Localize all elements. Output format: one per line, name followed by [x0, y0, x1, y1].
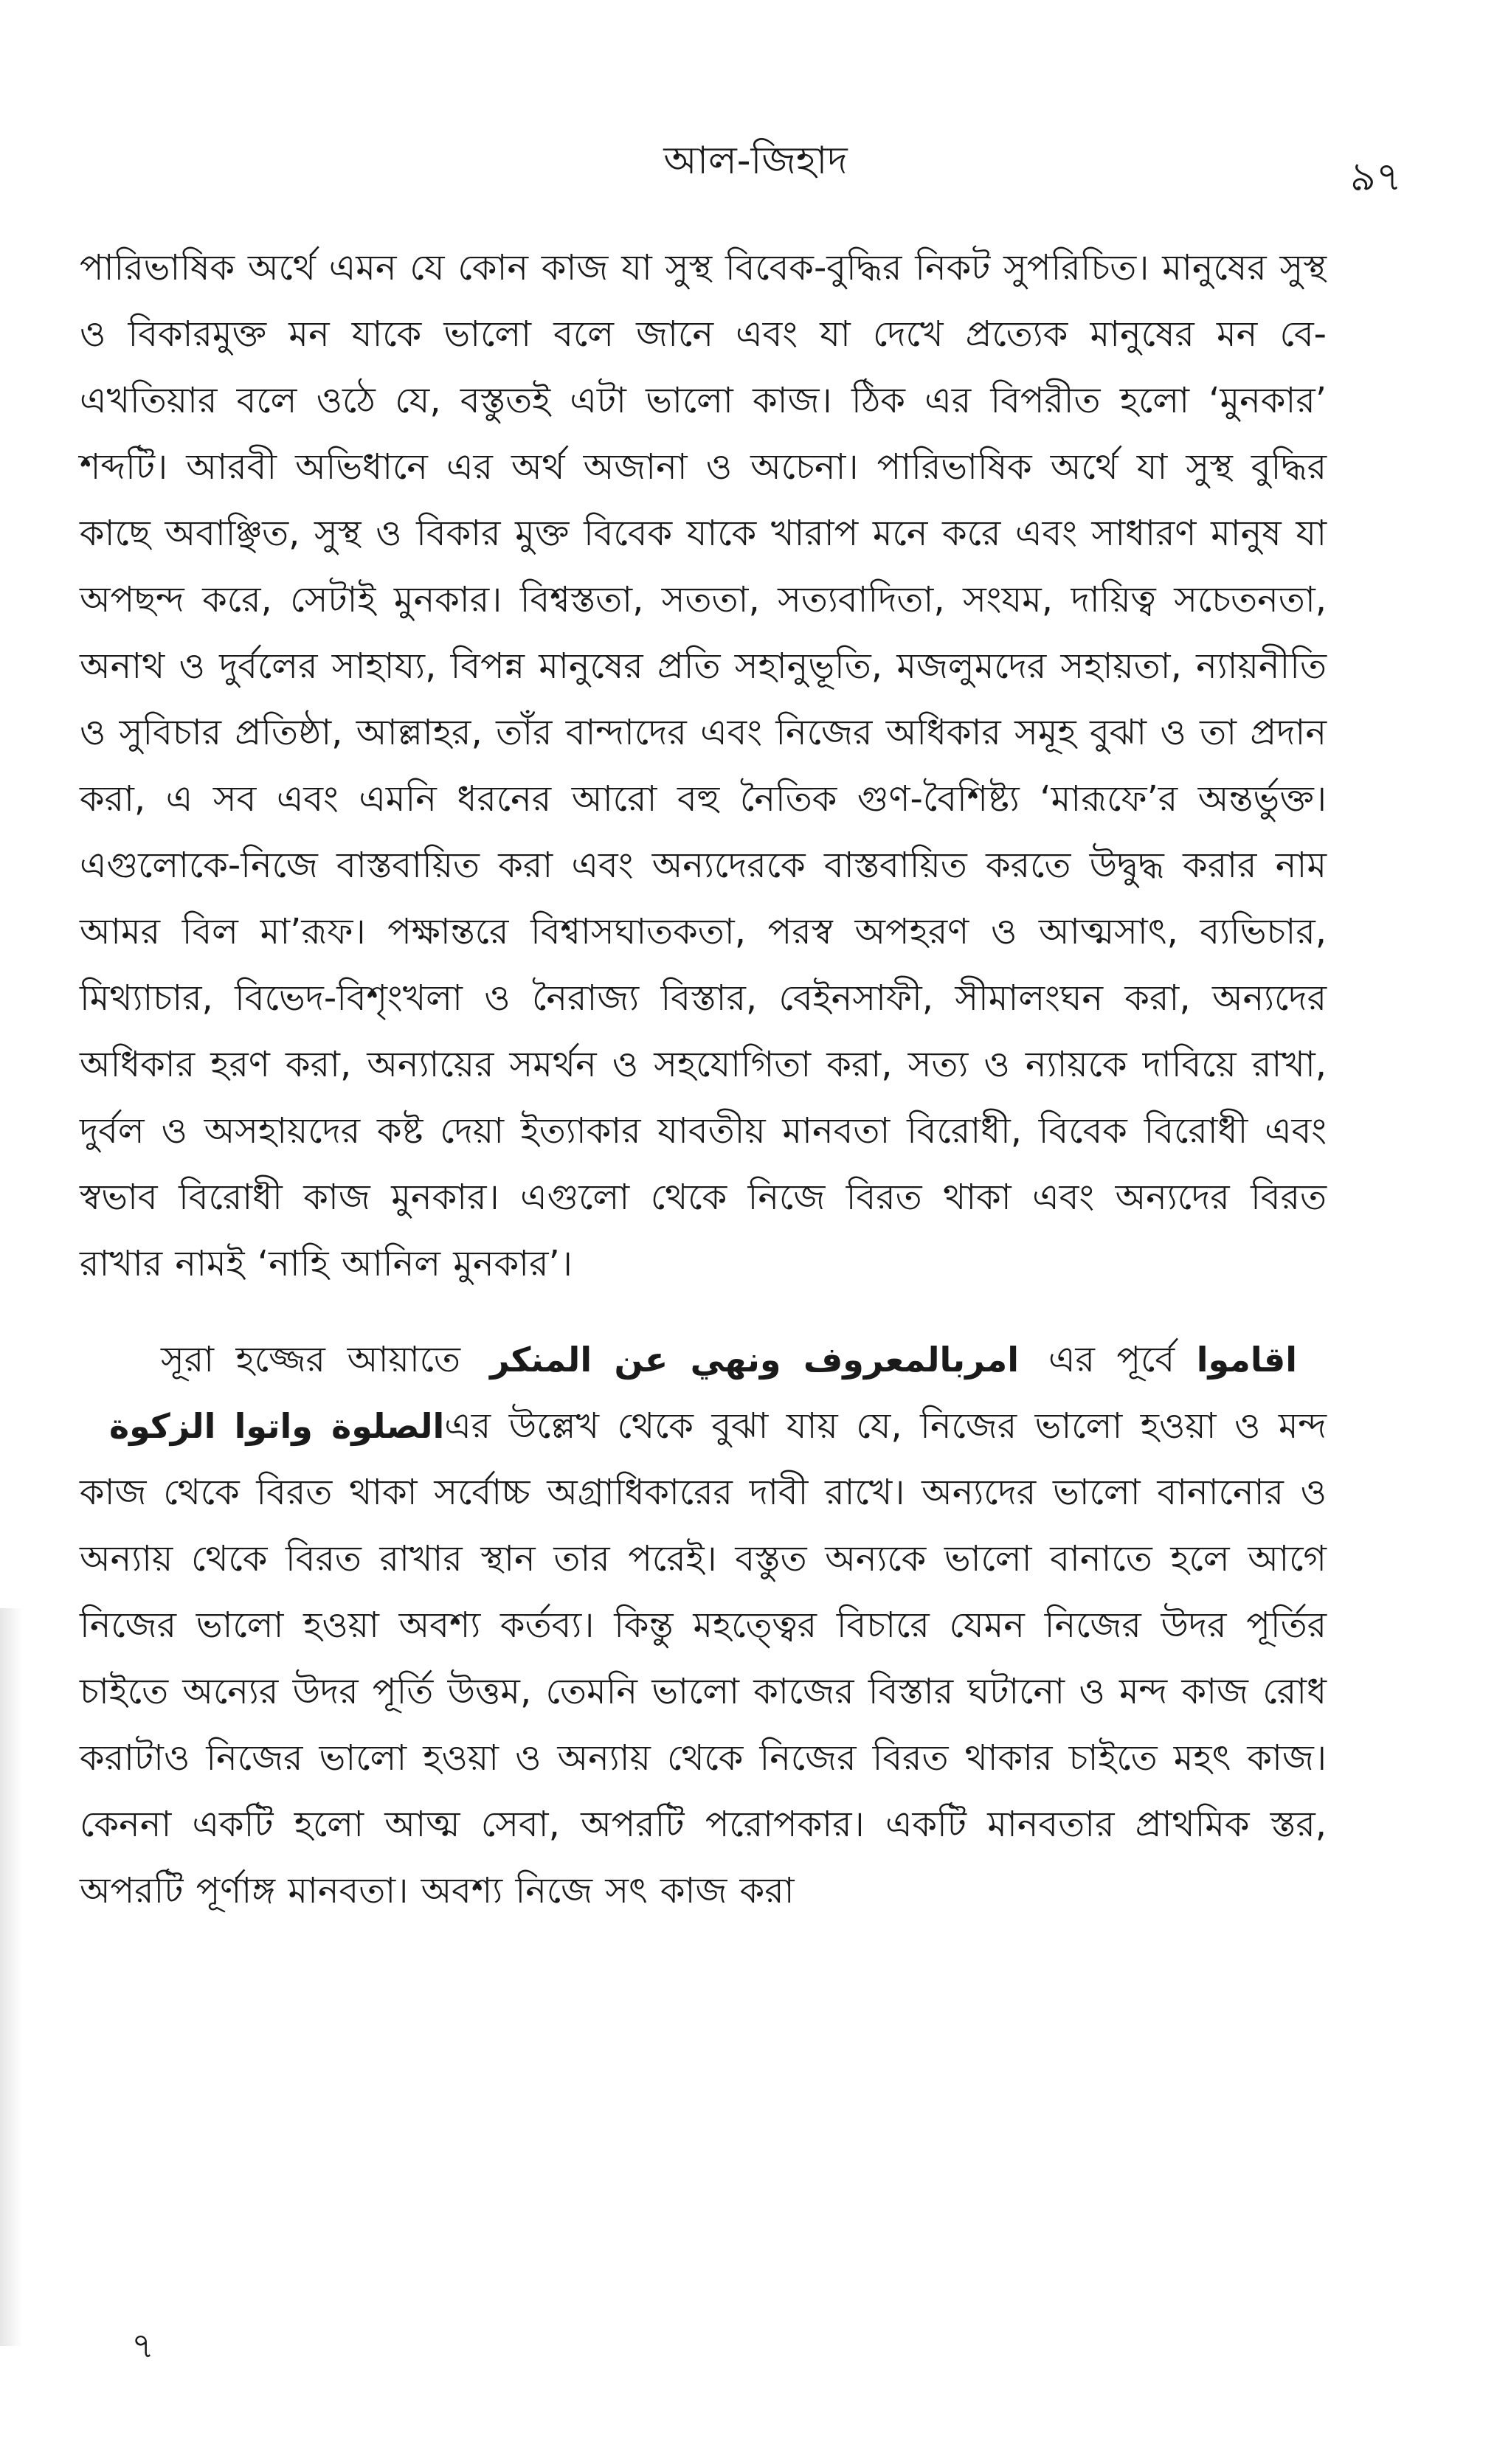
arabic-phrase-2: اقاموا الصلوة واتوا الزكوة	[109, 1340, 1297, 1446]
scan-edge-shadow	[0, 1608, 22, 2346]
paragraph-2-mid: এর পূর্বে	[1048, 1339, 1175, 1380]
signature-mark: ৭	[131, 2325, 155, 2367]
page-number: ৯৭	[1349, 153, 1402, 200]
page-body	[80, 235, 1327, 1924]
arabic-phrase-1: امربالمعروف ونهي عن المنكر	[490, 1340, 1019, 1380]
paragraph-1: পারিভাষিক অর্থে এমন যে কোন কাজ যা সুস্থ বিবেক-বুদ্ধির নিকট সুপরিচিত। মানুষের সুস্থ ও বিকারমুক্ত মন যাকে ভালো বলে জানে এবং যা দেখে প্রত্যেক মানুষের মন বে-এখতিয়ার বলে ওঠে যে, বস্তুতই এটা ভালো কাজ। ঠিক এর বিপরীত হলো ‘মুনকার’ শব্দটি। আরবী অভিধানে এর অর্থ অজানা ও অচেনা। পারিভাষিক অর্থে যা সুস্থ বুদ্ধির কাছে অবাঞ্ছিত, সুস্থ ও বিকার মুক্ত বিবেক যাকে খারাপ মনে করে এবং সাধারণ মানুষ যা অপছন্দ করে, সেটাই মুনকার। বিশ্বস্ততা, সততা, সত্যবাদিতা, সংযম, দায়িত্ব সচেতনতা, অনাথ ও দুর্বলের সাহায্য, বিপন্ন মানুষের প্রতি সহানুভূতি, মজলুমদের সহায়তা, ন্যায়নীতি ও সুবিচার প্রতিষ্ঠা, আল্লাহর, তাঁর বান্দাদের এবং নিজের অধিকার সমূহ বুঝা ও তা প্রদান করা, এ সব এবং এমনি ধরনের আরো বহু নৈতিক গুণ-বৈশিষ্ট্য ‘মারূফে’র অন্তর্ভুক্ত। এগুলোকে-নিজে বাস্তবায়িত করা এবং অন্যদেরকে বাস্তবায়িত করতে উদ্বুদ্ধ করার নাম আমর বিল মা’রূফ। পক্ষান্তরে বিশ্বাসঘাতকতা, পরস্ব অপহরণ ও আত্মসাৎ, ব্যভিচার, মিথ্যাচার, বিভেদ-বিশৃংখলা ও নৈরাজ্য বিস্তার, বেইনসাফী, সীমালংঘন করা, অন্যদের অধিকার হরণ করা, অন্যায়ের সমর্থন ও সহযোগিতা করা, সত্য ও ন্যায়কে দাবিয়ে রাখা, দুর্বল ও অসহায়দের কষ্ট দেয়া ইত্যাকার যাবতীয় মানবতা বিরোধী, বিবেক বিরোধী এবং স্বভাব বিরোধী কাজ মুনকার। এগুলো থেকে নিজে বিরত থাকা এবং অন্যদের বিরত রাখার নামই ‘নাহি আনিল মুনকার’।	[80, 247, 1327, 1284]
paragraph-2	[80, 1326, 1327, 1924]
paragraph-2-lead: সূরা হজ্জের আয়াতে	[161, 1339, 461, 1380]
paragraph-2-rest: এর উল্লেখ থেকে বুঝা যায় যে, নিজের ভালো হওয়া ও মন্দ কাজ থেকে বিরত থাকা সর্বোচ্চ অগ্রাধিকারের দাবী রাখে। অন্যদের ভালো বানানোর ও অন্যায় থেকে বিরত রাখার স্থান তার পরেই। বস্তুত অন্যকে ভালো বানাতে হলে আগে নিজের ভালো হওয়া অবশ্য কর্তব্য। কিন্তু মহত্ত্বের বিচারে যেমন নিজের উদর পূর্তির চাইতে অন্যের উদর পূর্তি উত্তম, তেমনি ভালো কাজের বিস্তার ঘটানো ও মন্দ কাজ রোধ করাটাও নিজের ভালো হওয়া ও অন্যায় থেকে নিজের বিরত থাকার চাইতে মহৎ কাজ। কেননা একটি হলো আত্ম সেবা, অপরটি পরোপকার। একটি মানবতার প্রাথমিক স্তর, অপরটি পূর্ণাঙ্গ মানবতা। অবশ্য নিজে সৎ কাজ করা	[80, 1405, 1327, 1911]
running-header-title: আল-জিহাদ	[663, 139, 848, 183]
